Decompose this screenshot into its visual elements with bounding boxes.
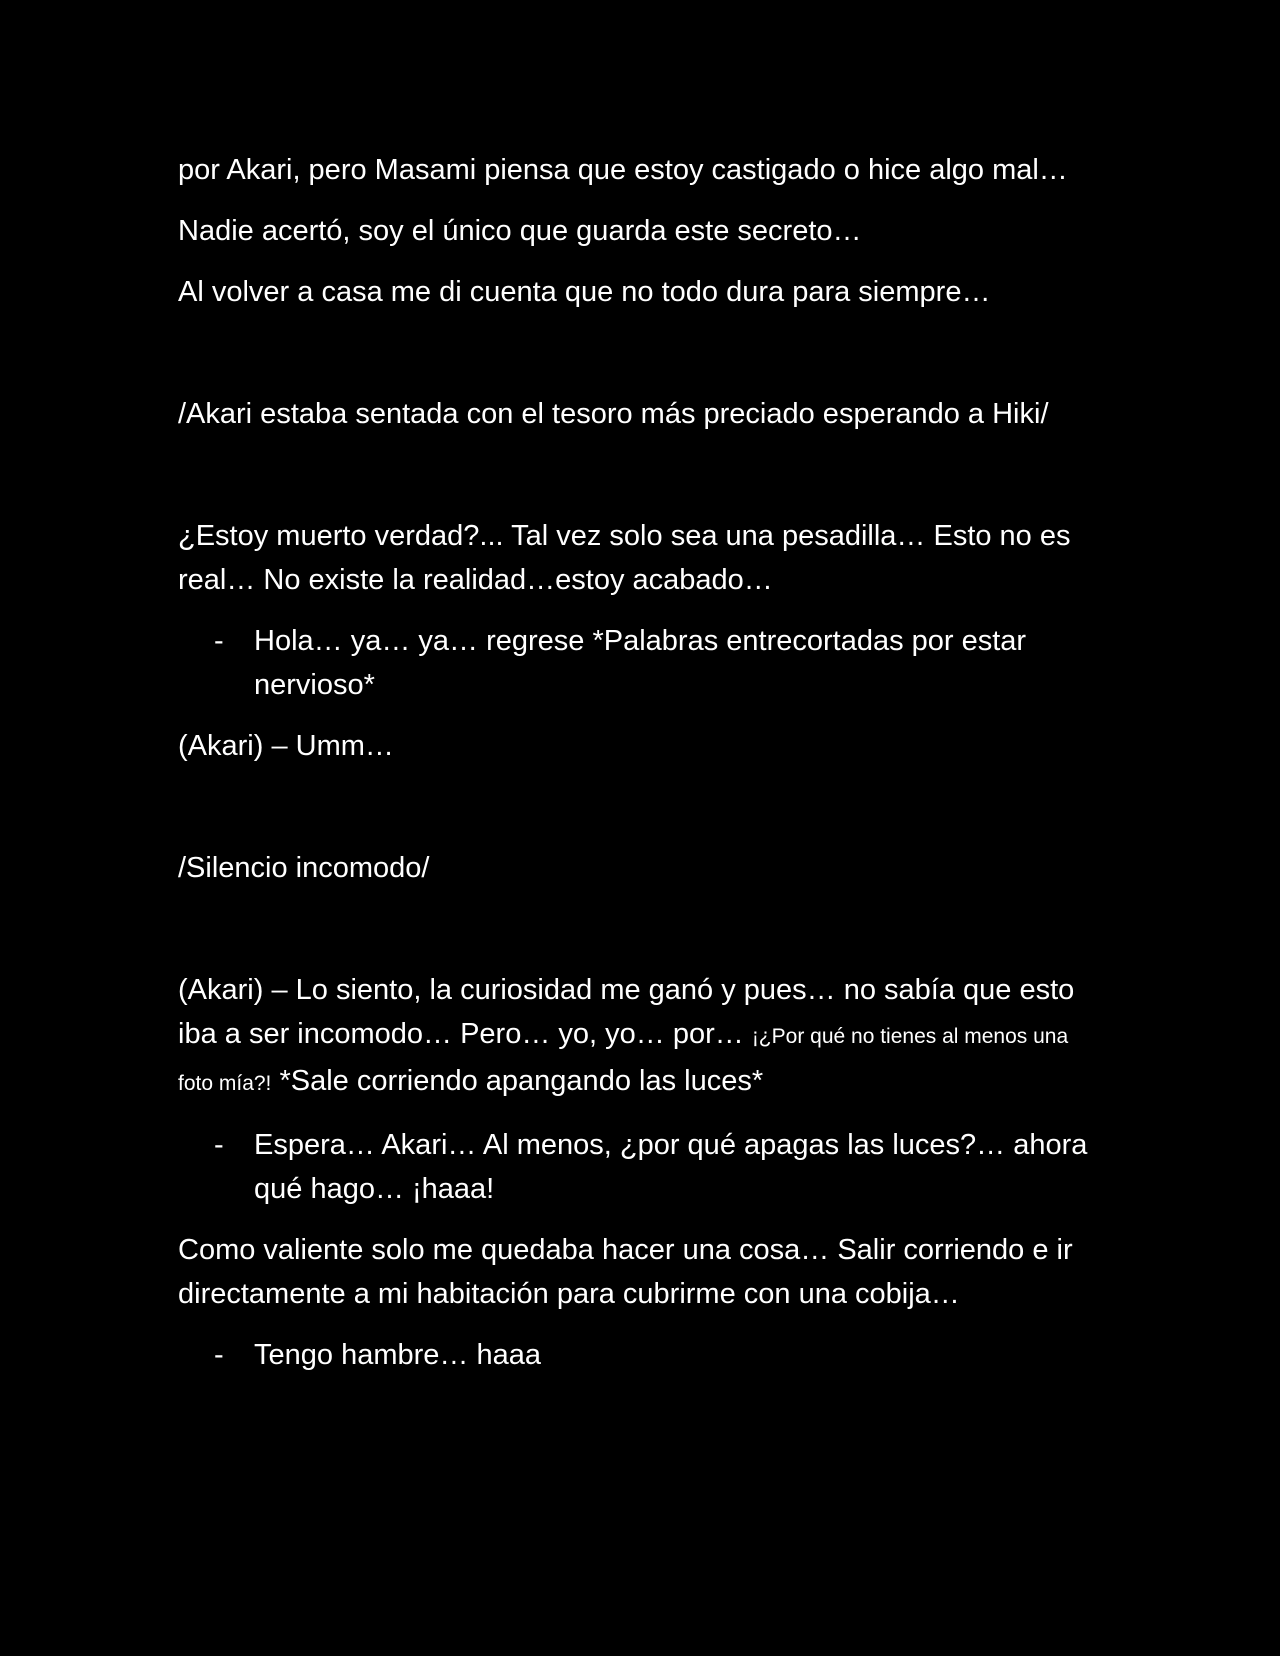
paragraph-akari-apology xyxy=(178,968,1108,1106)
dialogue-text-1: Hola… ya… ya… regrese *Palabras entrecortadas por estar nervioso* xyxy=(254,625,1027,701)
dialogue-bullet-1 xyxy=(178,619,1108,707)
dialogue-bullet-2 xyxy=(178,1123,1108,1211)
paragraph-3: Al volver a casa me di cuenta que no todo dura para siempre… xyxy=(178,276,991,308)
paragraph-akari-umm: (Akari) – Umm… xyxy=(178,730,394,762)
apology-main-text: (Akari) – Lo siento, la curiosidad me ganó y pues… no sabía que esto iba a ser incomodo… Pero… yo, yo… por… xyxy=(178,974,1075,1050)
apology-small-text: ¡¿Por qué no tienes al menos una foto mía?! xyxy=(178,1025,1069,1095)
paragraph-5: ¿Estoy muerto verdad?... Tal vez solo sea una pesadilla… Esto no es real… No existe la realidad…estoy acabado… xyxy=(178,520,1071,596)
dialogue-text-3: Tengo hambre… haaa xyxy=(254,1339,541,1371)
bullet-dash: - xyxy=(214,1339,224,1371)
bullet-dash: - xyxy=(214,625,224,657)
paragraph-1: por Akari, pero Masami piensa que estoy castigado o hice algo mal… xyxy=(178,154,1068,186)
stage-direction-1: /Akari estaba sentada con el tesoro más preciado esperando a Hiki/ xyxy=(178,398,1049,430)
document-page xyxy=(178,148,1108,1394)
paragraph-9: Como valiente solo me quedaba hacer una cosa… Salir corriendo e ir directamente a mi habitación para cubrirme con una cobija… xyxy=(178,1234,1073,1310)
dialogue-text-2: Espera… Akari… Al menos, ¿por qué apagas las luces?… ahora qué hago… ¡haaa! xyxy=(254,1129,1088,1205)
apology-end-text: *Sale corriendo apangando las luces* xyxy=(271,1065,764,1097)
stage-direction-2: /Silencio incomodo/ xyxy=(178,852,430,884)
bullet-dash: - xyxy=(214,1129,224,1161)
paragraph-2: Nadie acertó, soy el único que guarda este secreto… xyxy=(178,215,862,247)
dialogue-bullet-3 xyxy=(178,1333,1108,1377)
